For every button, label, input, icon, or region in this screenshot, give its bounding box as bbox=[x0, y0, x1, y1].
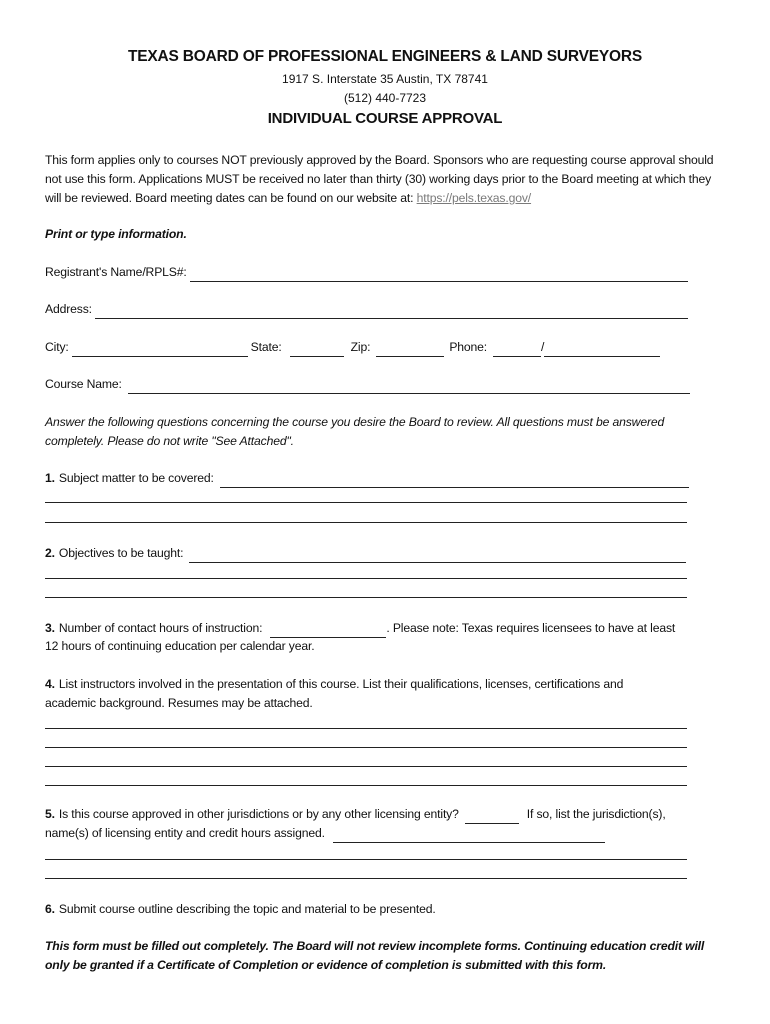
q6-text: Submit course outline describing the topic and material to be presented. bbox=[58, 902, 436, 916]
zip-field[interactable] bbox=[376, 342, 444, 357]
registrant-label: Registrant's Name/RPLS#: bbox=[45, 265, 187, 279]
q2-row bbox=[45, 544, 686, 563]
website-link[interactable]: https://pels.texas.gov/ bbox=[416, 191, 532, 205]
q5-text-continued: name(s) of licensing entity and credit hours assigned. bbox=[45, 826, 325, 840]
course-name-row bbox=[45, 375, 690, 394]
q6-number: 6. bbox=[45, 902, 55, 916]
board-title: TEXAS BOARD OF PROFESSIONAL ENGINEERS & LAND SURVEYORS bbox=[128, 48, 642, 65]
q1-row bbox=[45, 469, 689, 488]
course-name-field[interactable] bbox=[128, 379, 690, 394]
intro-paragraph bbox=[45, 151, 725, 208]
address-row bbox=[45, 300, 688, 319]
q1-text: Subject matter to be covered: bbox=[58, 471, 214, 485]
phone-area-field[interactable] bbox=[493, 342, 541, 357]
contact-hours-field[interactable] bbox=[270, 623, 386, 638]
q3-note: . Please note: Texas requires licensees to have at least bbox=[386, 621, 676, 635]
q4-line-4[interactable] bbox=[45, 785, 687, 786]
q3-text: Number of contact hours of instruction: bbox=[58, 621, 263, 635]
q5-row-2 bbox=[45, 824, 605, 843]
phone-separator: / bbox=[541, 340, 545, 354]
q4-line-1[interactable] bbox=[45, 728, 687, 729]
q3-row bbox=[45, 619, 725, 638]
address-field[interactable] bbox=[95, 304, 688, 319]
q4-number: 4. bbox=[45, 677, 55, 691]
course-name-label: Course Name: bbox=[45, 377, 122, 391]
city-row bbox=[45, 338, 685, 357]
q4-text: List instructors involved in the presentation of this course. List their qualifications, licenses, certifications and bbox=[58, 677, 624, 691]
other-jurisdiction-field[interactable] bbox=[465, 809, 519, 824]
board-address: 1917 S. Interstate 35 Austin, TX 78741 bbox=[282, 72, 488, 86]
credit-hours-field[interactable] bbox=[333, 828, 605, 843]
q4-row bbox=[45, 675, 725, 694]
registrant-row bbox=[45, 263, 688, 282]
q5-line-1[interactable] bbox=[45, 859, 687, 860]
q3-note-continued: 12 hours of continuing education per calendar year. bbox=[45, 639, 315, 653]
q5-text-b: If so, list the jurisdiction(s), bbox=[526, 807, 666, 821]
q5-text: Is this course approved in other jurisdictions or by any other licensing entity? bbox=[58, 807, 459, 821]
q1-field[interactable] bbox=[220, 473, 689, 488]
q1-line-2[interactable] bbox=[45, 502, 687, 503]
q5-line-2[interactable] bbox=[45, 878, 687, 879]
q4-line-3[interactable] bbox=[45, 766, 687, 767]
q2-line-2[interactable] bbox=[45, 578, 687, 579]
city-label: City: bbox=[45, 340, 69, 354]
form-title: INDIVIDUAL COURSE APPROVAL bbox=[267, 110, 503, 127]
zip-label: Zip: bbox=[350, 340, 371, 354]
q1-number: 1. bbox=[45, 471, 55, 485]
phone-number-field[interactable] bbox=[544, 342, 660, 357]
q4-text-continued: academic background. Resumes may be attached. bbox=[45, 696, 313, 710]
registrant-field[interactable] bbox=[190, 267, 688, 282]
q5-number: 5. bbox=[45, 807, 55, 821]
questions-instruction: Answer the following questions concerning the course you desire the Board to review. All questions must be answered completely. Please do not write "See Attached". bbox=[45, 415, 665, 448]
q2-field[interactable] bbox=[189, 548, 686, 563]
state-field[interactable] bbox=[290, 342, 344, 357]
phone-label: Phone: bbox=[449, 340, 488, 354]
city-field[interactable] bbox=[72, 342, 248, 357]
q2-number: 2. bbox=[45, 546, 55, 560]
q5-row bbox=[45, 805, 725, 824]
address-label: Address: bbox=[45, 302, 92, 316]
board-phone: (512) 440-7723 bbox=[343, 91, 427, 105]
q3-number: 3. bbox=[45, 621, 55, 635]
q2-text: Objectives to be taught: bbox=[58, 546, 184, 560]
intro-text: This form applies only to courses NOT previously approved by the Board. Sponsors who are requesting course approval should not use this form. Applications MUST be received no later than thirty (30) working days prior to the Board meeting at which they will be reviewed. Board meeting dates can be found on our website at: bbox=[45, 153, 714, 205]
q2-line-3[interactable] bbox=[45, 597, 687, 598]
q4-line-2[interactable] bbox=[45, 747, 687, 748]
q1-line-3[interactable] bbox=[45, 522, 687, 523]
q6-row bbox=[45, 900, 688, 919]
completion-notice: This form must be filled out completely. The Board will not review incomplete forms. Continuing education credit will only be granted if a Certificate of Completion or evidence of completion is submitted with this form. bbox=[45, 939, 705, 972]
print-instruction: Print or type information. bbox=[45, 227, 187, 241]
state-label: State: bbox=[250, 340, 282, 354]
